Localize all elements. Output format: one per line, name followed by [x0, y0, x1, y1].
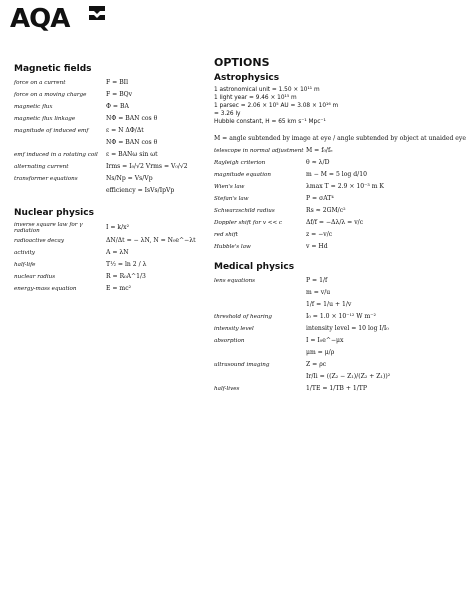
- constant-line: 1 astronomical unit = 1.50 × 10¹¹ m: [214, 87, 320, 93]
- equation-row: [14, 248, 204, 258]
- equation-text: Φ = BA: [106, 102, 129, 110]
- equation-text: I₀ = 1.0 × 10⁻¹² W m⁻²: [306, 312, 376, 320]
- equation-label: lens equations: [214, 277, 256, 284]
- equation-label: threshold of hearing: [214, 313, 272, 320]
- equation-label: Stefan's law: [214, 195, 249, 202]
- equation-row: [214, 242, 400, 252]
- equation-text: z = −v/c: [306, 230, 333, 238]
- options-heading: OPTIONS: [214, 56, 270, 69]
- section-nuclear-physics: Nuclear physics: [14, 208, 94, 218]
- equation-label: Wien's law: [214, 183, 245, 190]
- equation-row: [14, 126, 204, 136]
- section-magnetic-fields: Magnetic fields: [14, 64, 92, 74]
- equation-row: [214, 170, 400, 180]
- astro-constants-list: [214, 87, 400, 125]
- equation-text: P = σAT⁴: [306, 194, 334, 202]
- equation-label: magnitude of induced emf: [14, 127, 89, 134]
- constant-line: 1 light year = 9.46 × 10¹⁵ m: [214, 95, 297, 101]
- equation-text: Ns/Np = Vs/Vp: [106, 174, 153, 182]
- brand-mark-icon: [88, 4, 106, 22]
- equation-text: ε = BANω sin ωt: [106, 150, 158, 158]
- equation-row: [214, 360, 400, 370]
- equation-text: T½ = ln 2 / λ: [106, 261, 147, 269]
- equation-row: [214, 134, 466, 144]
- equation-row: [214, 182, 400, 192]
- nuclear-equations-list: [14, 222, 204, 294]
- constant-line: 1 parsec = 2.06 × 10⁵ AU = 3.08 × 10¹⁶ m: [214, 103, 339, 109]
- equation-label: radioactive decay: [14, 238, 65, 245]
- equation-row: [214, 194, 400, 204]
- equation-text: θ ≈ λ/D: [306, 158, 330, 166]
- astro-equations-list: [214, 134, 466, 252]
- brand-logo: AQA: [10, 4, 70, 34]
- equation-row: [214, 206, 400, 216]
- equation-text: F = BQv: [106, 90, 133, 98]
- equation-row: [214, 300, 400, 310]
- equation-row: [214, 324, 400, 334]
- equation-label: Hubble's law: [214, 243, 251, 250]
- equation-text: m = v/u: [306, 288, 331, 296]
- equation-label: emf induced in a rotating coil: [14, 151, 98, 158]
- equation-row: [14, 90, 204, 100]
- section-medical-physics: Medical physics: [214, 262, 295, 272]
- section-astrophysics: Astrophysics: [214, 73, 280, 83]
- equation-row: [14, 260, 204, 270]
- equation-label: telescope in normal adjustment: [214, 147, 304, 154]
- equation-label: intensity level: [214, 325, 254, 332]
- equation-row: [14, 162, 204, 172]
- constant-line: = 3.26 ly: [214, 111, 241, 117]
- equation-text: R = R₀A^1/3: [106, 273, 146, 281]
- equation-label: force on a current: [14, 79, 66, 86]
- equation-label: activity: [14, 250, 35, 257]
- equation-text: A = λN: [106, 249, 129, 257]
- equation-text: NΦ = BAN cos θ: [106, 138, 158, 146]
- equation-text: μm = μ/ρ: [306, 348, 335, 356]
- equation-text: NΦ = BAN cos θ: [106, 114, 158, 122]
- magnetic-equations-list: [14, 78, 204, 196]
- equation-row: [214, 158, 400, 168]
- equation-label: Schwarzschild radius: [214, 207, 275, 214]
- equation-label: half-life: [14, 262, 36, 269]
- equation-row: [214, 372, 400, 382]
- equation-row: [214, 348, 400, 358]
- equation-row: [14, 284, 204, 294]
- equation-text: ΔN/Δt = − λN, N = N₀e^−λt: [106, 237, 196, 245]
- right-column: [214, 56, 466, 396]
- equation-row: [214, 230, 400, 240]
- constant-line: Hubble constant, H = 65 km s⁻¹ Mpc⁻¹: [214, 119, 326, 125]
- equation-label: magnetic flux linkage: [14, 115, 76, 122]
- equation-text: λmax T = 2.9 × 10⁻³ m K: [306, 182, 384, 190]
- equation-row: [14, 102, 204, 112]
- equation-label: absorption: [214, 337, 245, 344]
- equation-text: Δf/f = −Δλ/λ = v/c: [306, 218, 364, 226]
- equation-text: P = 1/f: [306, 276, 328, 284]
- equation-row: [214, 336, 400, 346]
- equation-text: ε = N ΔΦ/Δt: [106, 126, 144, 134]
- left-column: [14, 56, 204, 296]
- equation-label: transformer equations: [14, 175, 78, 182]
- equation-text: M = f₀/fₑ: [306, 146, 333, 154]
- equation-row: [214, 312, 400, 322]
- equation-text: 1/TE = 1/TB + 1/TP: [306, 384, 367, 392]
- equation-row: [214, 384, 400, 394]
- equation-label: alternating current: [14, 163, 69, 170]
- equation-row: [14, 138, 204, 148]
- equation-text: I = I₀e^−μx: [306, 336, 344, 344]
- equation-row: [214, 276, 400, 286]
- medical-equations-list: [214, 276, 400, 394]
- equation-row: [214, 288, 400, 298]
- equation-label: force on a moving charge: [14, 91, 87, 98]
- equation-row: [14, 150, 204, 160]
- equation-row: [14, 114, 204, 124]
- equation-row: [14, 174, 204, 184]
- equation-text: M = angle subtended by image at eye / angle subtended by object at unaided eye: [214, 134, 466, 142]
- equation-text: intensity level = 10 log I/I₀: [306, 324, 389, 332]
- equation-text: efficiency = IsVs/IpVp: [106, 186, 175, 194]
- equation-label: ultrasound imaging: [214, 361, 270, 368]
- equation-text: Rs ≈ 2GM/c²: [306, 206, 346, 214]
- equation-label: Doppler shift for v << c: [214, 219, 283, 226]
- equation-label: magnetic flux: [14, 103, 53, 110]
- equation-label: energy-mass equation: [14, 286, 77, 293]
- equation-row: [14, 186, 204, 196]
- equation-label: red shift: [214, 231, 238, 238]
- equation-row: [214, 218, 400, 228]
- equation-row: [14, 222, 204, 234]
- equation-text: I = k/x²: [106, 223, 130, 231]
- equation-label: half-lives: [214, 385, 240, 392]
- equation-label: Rayleigh criterion: [214, 159, 266, 166]
- equation-text: F = BIl: [106, 78, 129, 86]
- equation-row: [214, 146, 400, 156]
- equation-row: [14, 78, 204, 88]
- equation-text: Z = ρc: [306, 360, 327, 368]
- equation-label: inverse square law for γ radiation: [14, 222, 83, 235]
- equation-row: [14, 272, 204, 282]
- equation-label: nuclear radius: [14, 274, 56, 281]
- equation-text: m − M = 5 log d/10: [306, 170, 367, 178]
- equation-text: 1/f = 1/u + 1/v: [306, 300, 352, 308]
- equation-row: [14, 236, 204, 246]
- equation-label: magnitude equation: [214, 171, 271, 178]
- equation-text: E = mc²: [106, 285, 132, 293]
- equation-text: Irms = I₀/√2 Vrms = V₀/√2: [106, 162, 188, 170]
- equation-text: v = Hd: [306, 242, 328, 250]
- equation-text: Ir/Ii = ((Z₂ − Z₁)/(Z₂ + Z₁))²: [306, 372, 391, 380]
